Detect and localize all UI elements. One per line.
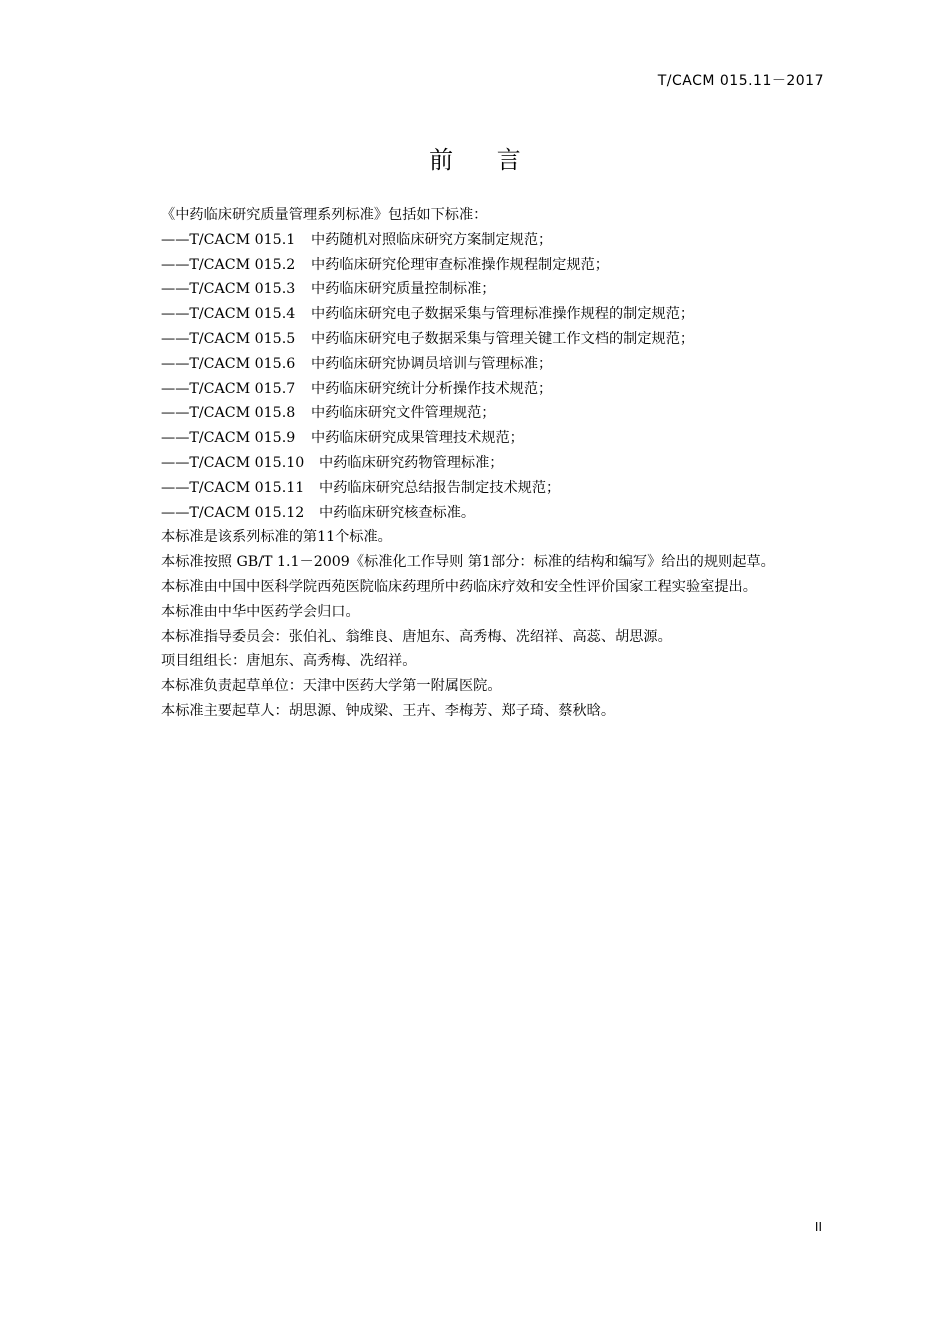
list-item: [127, 277, 827, 302]
standard-code: ——T/CACM 015.7: [161, 380, 296, 397]
standard-name: 中药临床研究成果管理技术规范；: [311, 430, 524, 447]
list-item: [127, 426, 827, 451]
list-item: [127, 501, 827, 526]
document-body: [127, 203, 827, 724]
paragraph-proposer: 本标准由中国中医科学院西苑医院临床药理所中药临床疗效和安全性评价国家工程实验室提出。: [161, 578, 757, 595]
standard-name: 中药临床研究协调员培训与管理标准；: [311, 355, 553, 372]
standard-name: 中药临床研究伦理审查标准操作规程制定规范；: [311, 256, 609, 273]
standards-list: [127, 228, 827, 526]
paragraph-drafting-unit: 本标准负责起草单位：天津中医药大学第一附属医院。: [161, 678, 502, 695]
standard-code: ——T/CACM 015.12: [161, 504, 305, 521]
standard-name: 中药临床研究电子数据采集与管理标准操作规程的制定规范；: [311, 306, 695, 323]
standard-code: ——T/CACM 015.9: [161, 430, 296, 447]
standard-code: ——T/CACM 015.8: [161, 405, 296, 422]
paragraph-project-leaders: 项目组组长：唐旭东、高秀梅、冼绍祥。: [161, 653, 417, 670]
paragraph-steering-committee: 本标准指导委员会：张伯礼、翁维良、唐旭东、高秀梅、冼绍祥、高蕊、胡思源。: [161, 628, 672, 645]
standard-code: ——T/CACM 015.10: [161, 454, 305, 471]
list-item: [127, 253, 827, 278]
standard-code: ——T/CACM 015.4: [161, 306, 296, 323]
paragraph-drafting-rules: 本标准按照 GB/T 1.1－2009《标准化工作导则 第1部分：标准的结构和编写》给出的规则起草。: [161, 554, 775, 571]
standard-code: ——T/CACM 015.11: [161, 479, 305, 496]
standard-code: ——T/CACM 015.1: [161, 231, 296, 248]
standard-name: 中药临床研究总结报告制定技术规范；: [319, 479, 561, 496]
standard-name: 中药临床研究药物管理标准；: [319, 454, 504, 471]
standard-name: 中药临床研究核查标准。: [319, 504, 476, 521]
standard-name: 中药临床研究文件管理规范；: [311, 405, 496, 422]
list-item: [127, 228, 827, 253]
standard-code: ——T/CACM 015.3: [161, 281, 296, 298]
paragraph-series-position: 本标准是该系列标准的第11个标准。: [161, 529, 392, 546]
standard-name: 中药临床研究电子数据采集与管理关键工作文档的制定规范；: [311, 330, 695, 347]
list-item: [127, 476, 827, 501]
list-item: [127, 401, 827, 426]
paragraph-administrator: 本标准由中华中医药学会归口。: [161, 603, 360, 620]
intro-paragraph: 《中药临床研究质量管理系列标准》包括如下标准：: [161, 207, 488, 223]
list-item: [127, 377, 827, 402]
standard-name: 中药临床研究质量控制标准；: [311, 281, 496, 298]
standard-code: ——T/CACM 015.6: [161, 355, 296, 372]
page-number: II: [814, 1220, 822, 1234]
paragraph-main-drafters: 本标准主要起草人：胡思源、钟成梁、王卉、李梅芳、郑子琦、蔡秋晗。: [161, 702, 616, 719]
standard-code: ——T/CACM 015.5: [161, 330, 296, 347]
document-code: T/CACM 015.11－2017: [657, 73, 824, 89]
list-item: [127, 451, 827, 476]
list-item: [127, 352, 827, 377]
list-item: [127, 302, 827, 327]
list-item: [127, 327, 827, 352]
page-title: 前 言: [429, 146, 539, 174]
standard-name: 中药临床研究统计分析操作技术规范；: [311, 380, 553, 397]
standard-code: ——T/CACM 015.2: [161, 256, 296, 273]
standard-name: 中药随机对照临床研究方案制定规范；: [311, 231, 553, 248]
